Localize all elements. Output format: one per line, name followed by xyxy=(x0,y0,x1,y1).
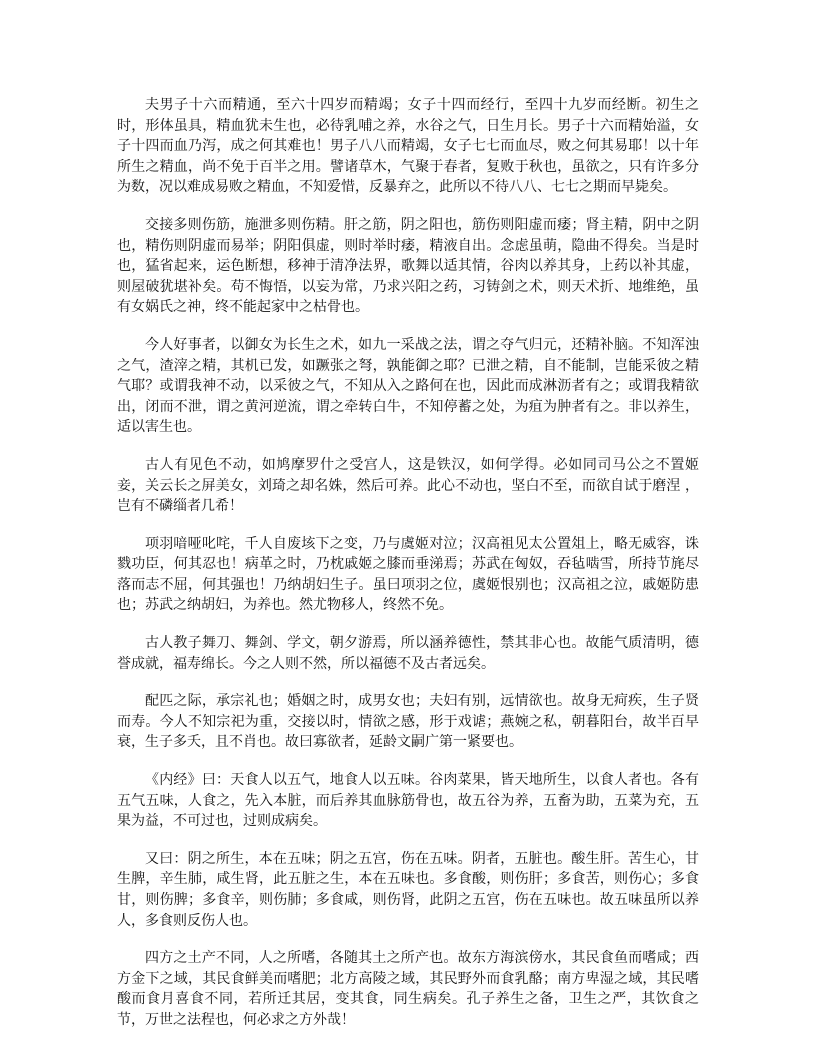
paragraph-6: 古人教子舞刀、舞剑、学文，朝夕游焉，所以涵养德性，禁其非心也。故能气质清明，德誉成就，福寿绵长。今之人则不然，所以福德不及古者远矣。 xyxy=(117,635,699,672)
paragraph-10: 四方之土产不同，人之所嗜，各随其土之所产也。故东方海滨傍水，其民食鱼而嗜咸；西方金下之域，其民食鲜美而嗜肥；北方高陵之域，其民野外而食乳酪；南方卑湿之域，其民嗜酸而食月喜食不同，若所迁其居，变其食，同生病矣。孔子养生之备，卫生之严，其饮食之节，万世之法程也，何必求之方外哉！ xyxy=(117,950,699,1028)
paragraph-9: 又曰：阴之所生，本在五味；阴之五宫，伤在五味。阴者，五脏也。酸生肝。苦生心，甘生脾，辛生肺，咸生肾，此五脏之生，本在五味也。多食酸，则伤肝；多食苦，则伤心；多食甘，则伤脾；多食辛，则伤肺；多食咸，则伤肾，此阴之五宫，伤在五味也。故五味虽所以养人，多食则反伤人也。 xyxy=(117,850,699,929)
paragraph-1: 夫男子十六而精通，至六十四岁而精竭；女子十四而经行，至四十九岁而经断。初生之时，形体虽具，精血犹未生也，必待乳哺之养，水谷之气，日生月长。男子十六而精始溢，女子十四而血乃泻，成之何其难也！男子八八而精竭，女子七七而血尽，败之何其易耶！以十年所生之精血，尚不免于百半之用。譬诸草木，气聚于春者，复败于秋也，虽欲之，只有许多分为数，况以难成易败之精血，不知爱惜，反暴弃之，此所以不待八八、七七之期而早毙矣。 xyxy=(117,97,699,196)
paragraph-4: 古人有见色不动，如鸠摩罗什之受宫人，这是铁汉，如何学得。必如同司马公之不置姬妾，关云长之屏美女，刘琦之却名姝，然后可养。此心不动也，坚白不至，而欲自试于磨涅 ，岂有不磷缁者几希！ xyxy=(117,456,699,515)
paragraph-5: 项羽喑哑叱咤，千人自废垓下之变，乃与虞姬对泣；汉高祖见太公置俎上，略无威容，诛戮功臣，何其忍也！病革之时，乃枕戚姬之膝而垂涕焉；苏武在匈奴，吞毡啮雪，所持节旄尽落而志不屈，何其强也！乃纳胡妇生子。虽曰项羽之位，虞姬恨别也；汉高祖之泣，戚姬防患也；苏武之纳胡妇，为养也。然尤物移人，终然不免。 xyxy=(117,535,699,614)
paragraph-2: 交接多则伤筋，施泄多则伤精。肝之筋，阴之阳也，筋伤则阳虚而痿；肾主精，阴中之阴也，精伤则阴虚而易举；阴阳俱虚，则时举时痿，精液自出。念虑虽萌，隐曲不得矣。当是时也，猛省起来，运色断想，移神于清净法界，歌舞以适其情，谷肉以养其身，上药以补其虚，则屋破犹堪补矣。苟不悔悟，以妄为常，乃求兴阳之药，习铸剑之术，则天术折、地维绝，虽有女娲氏之神，终不能起家中之枯骨也。 xyxy=(117,216,699,316)
paragraph-8: 《内经》曰：天食人以五气，地食人以五味。谷肉菜果，皆天地所生，以食人者也。各有五气五味，人食之，先入本脏，而后养其血脉筋骨也，故五谷为养，五畜为助，五菜为充，五果为益，不可过也，过则成病矣。 xyxy=(117,772,699,830)
document-page xyxy=(117,95,699,1048)
paragraph-7: 配匹之际，承宗礼也；婚姻之时，成男女也；夫妇有别，远情欲也。故身无疴疾，生子贤而寿。今人不知宗祀为重，交接以时，情欲之感，形于戏谑；燕婉之私，朝暮阳台，故半百早衰，生子多夭，且不肖也。故曰寡欲者，延龄文嗣广第一紧要也。 xyxy=(117,693,699,751)
paragraph-3: 今人好事者，以御女为长生之术，如九一采战之法，谓之夺气归元，还精补脑。不知浑浊之气，渣滓之精，其机已发，如蹶张之弩，孰能御之耶？已泄之精，自不能制，岂能采彼之精气耶？或谓我神不动，以采彼之气，不知从入之路何在也，因此而成淋沥者有之；或谓我精欲出，闭而不泄，谓之黄河逆流，谓之牵转白牛，不知停蓄之处，为疽为肿者有之。非以养生，适以害生也。 xyxy=(117,336,699,436)
